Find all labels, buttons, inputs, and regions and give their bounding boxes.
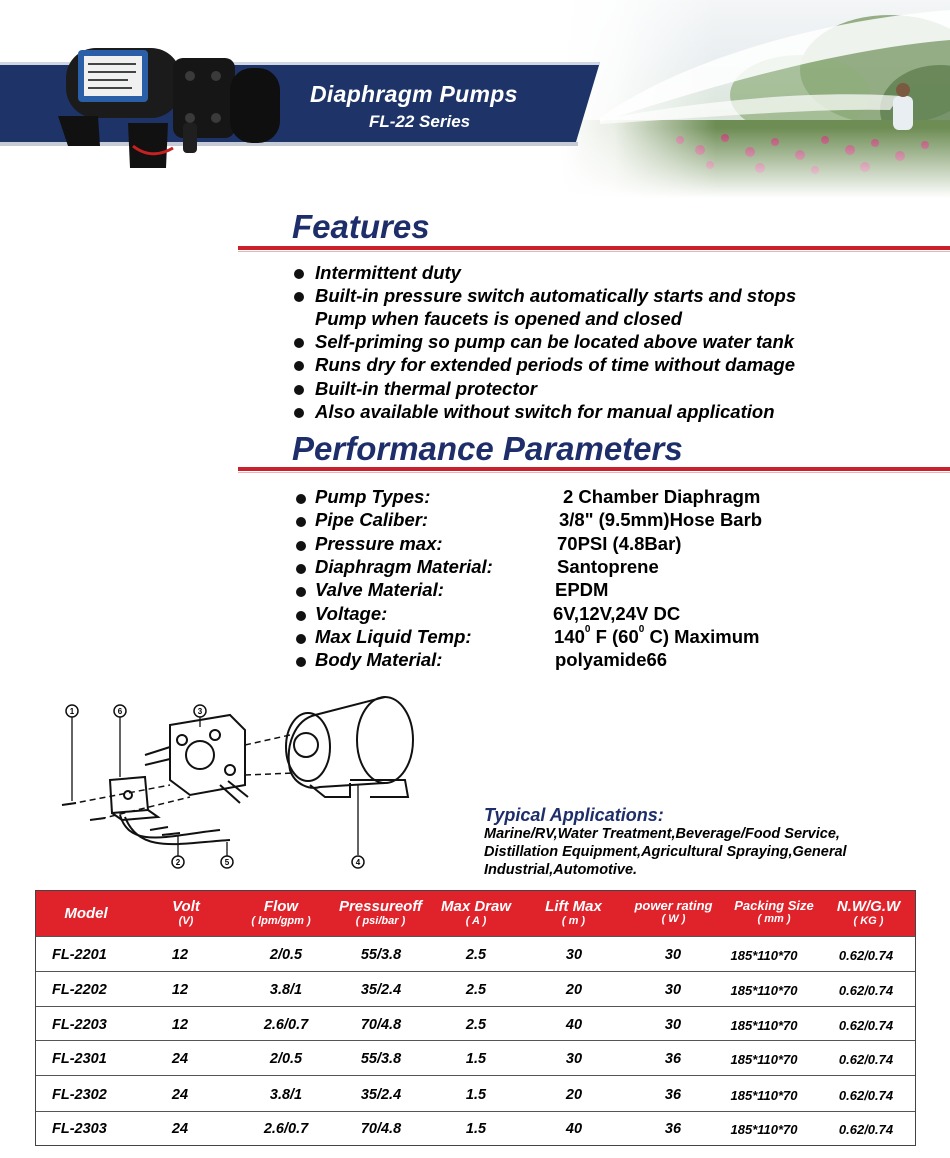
feature-item: Also available without switch for manual application [315, 401, 775, 422]
bullet-icon [296, 541, 306, 551]
cell-pressure: 55/3.8 [360, 947, 402, 963]
cell-weight: 0.62/0.74 [838, 983, 894, 998]
cell-packing: 185*110*70 [730, 948, 798, 963]
cell-weight: 0.62/0.74 [838, 1018, 894, 1033]
cell-lift: 20 [565, 1087, 583, 1103]
applications-line: Industrial,Automotive. [484, 862, 638, 878]
cell-power: 30 [664, 947, 682, 963]
temp-f-value: 140 [554, 626, 585, 647]
callout-label: 4 [355, 858, 361, 867]
performance-divider-thin [238, 472, 950, 473]
bullet-icon [296, 634, 306, 644]
param-label: Voltage: [315, 603, 388, 624]
callout-label: 3 [197, 707, 203, 716]
performance-heading: Performance Parameters [292, 430, 683, 467]
col-header-volt: Volt (V) [172, 898, 200, 927]
cell-packing: 185*110*70 [730, 1018, 798, 1033]
cell-weight: 0.62/0.74 [838, 1052, 894, 1067]
cell-packing: 185*110*70 [730, 1122, 798, 1137]
param-label: Valve Material: [315, 579, 444, 600]
cell-draw: 2.5 [465, 982, 487, 998]
col-header-weight: N.W/G.W ( KG ) [836, 898, 901, 927]
callout-label: 1 [69, 707, 75, 716]
cell-volt: 24 [171, 1087, 189, 1103]
table-header [36, 891, 915, 936]
param-value: polyamide66 [555, 649, 668, 670]
param-label: Max Liquid Temp: [315, 626, 472, 647]
callout-label: 5 [224, 858, 230, 867]
col-header-pressure: Pressureoff ( psi/bar ) [338, 898, 423, 927]
feature-item: Intermittent duty [315, 262, 461, 283]
col-header-max-draw: Max Draw ( A ) [440, 898, 512, 927]
feature-item-continued: Pump when faucets is opened and closed [315, 308, 682, 329]
cell-volt: 12 [171, 982, 189, 998]
cell-volt: 24 [171, 1121, 189, 1137]
param-label: Pump Types: [315, 486, 431, 507]
specs-table [35, 890, 916, 1146]
features-heading: Features [292, 208, 430, 245]
features-divider [238, 246, 950, 250]
cell-draw: 1.5 [465, 1121, 487, 1137]
param-value: Santoprene [557, 556, 659, 577]
degree-sup: 0 [638, 623, 645, 635]
applications-title: Typical Applications: [484, 805, 664, 825]
param-value: 3/8" (9.5mm)Hose Barb [559, 509, 763, 530]
cell-power: 30 [664, 982, 682, 998]
table-row [36, 936, 915, 971]
cell-model: FL-2201 [52, 947, 107, 963]
cell-lift: 30 [565, 947, 583, 963]
col-header-power: power rating ( W ) [634, 898, 713, 925]
applications-line: Marine/RV,Water Treatment,Beverage/Food Service, [484, 826, 840, 842]
cell-draw: 2.5 [465, 1017, 487, 1033]
degree-sup: 0 [584, 623, 591, 635]
param-value: 2 Chamber Diaphragm [563, 486, 761, 507]
param-label: Pipe Caliber: [315, 509, 429, 530]
cell-power: 36 [664, 1051, 682, 1067]
param-label: Pressure max: [315, 533, 443, 554]
performance-divider [238, 467, 950, 471]
features-divider-thin [238, 251, 950, 252]
param-value-temp [554, 623, 760, 648]
cell-model: FL-2301 [52, 1051, 107, 1067]
bullet-icon [296, 587, 306, 597]
cell-flow: 2/0.5 [269, 947, 303, 963]
cell-pressure: 35/2.4 [360, 982, 402, 998]
param-value: EPDM [555, 579, 609, 600]
cell-draw: 2.5 [465, 947, 487, 963]
table-row [36, 1075, 915, 1111]
param-label: Diaphragm Material: [315, 556, 493, 577]
cell-volt: 12 [171, 947, 189, 963]
feature-item: Built-in thermal protector [315, 378, 538, 399]
col-header-model: Model [64, 905, 108, 922]
callout-label: 6 [117, 707, 123, 716]
bullet-icon [296, 517, 306, 527]
cell-power: 36 [664, 1121, 682, 1137]
garden-spray-photo [560, 0, 950, 198]
cell-lift: 40 [565, 1017, 583, 1033]
pump-product-photo [38, 28, 288, 188]
callout-label: 2 [175, 858, 181, 867]
cell-lift: 20 [565, 982, 583, 998]
cell-packing: 185*110*70 [730, 1052, 798, 1067]
feature-item: Built-in pressure switch automatically starts and stops [315, 285, 797, 306]
bullet-icon [296, 494, 306, 504]
table-row [36, 971, 915, 1006]
cell-pressure: 70/4.8 [360, 1121, 402, 1137]
feature-item: Runs dry for extended periods of time without damage [315, 354, 796, 375]
cell-flow: 2.6/0.7 [263, 1121, 309, 1137]
cell-flow: 2/0.5 [269, 1051, 303, 1067]
cell-volt: 24 [171, 1051, 189, 1067]
param-label: Body Material: [315, 649, 443, 670]
cell-pressure: 35/2.4 [360, 1087, 402, 1103]
cell-model: FL-2203 [52, 1017, 107, 1033]
cell-flow: 2.6/0.7 [263, 1017, 309, 1033]
bullet-icon [294, 338, 304, 348]
cell-model: FL-2303 [52, 1121, 107, 1137]
cell-model: FL-2202 [52, 982, 107, 998]
temp-suffix: C) Maximum [649, 626, 760, 647]
feature-item: Self-priming so pump can be located above water tank [315, 331, 795, 352]
table-row [36, 1040, 915, 1075]
cell-packing: 185*110*70 [730, 983, 798, 998]
bullet-icon [296, 611, 306, 621]
applications-line: Distillation Equipment,Agricultural Spraying,General [484, 844, 847, 860]
cell-draw: 1.5 [465, 1051, 487, 1067]
col-header-flow: Flow ( lpm/gpm ) [251, 898, 311, 927]
cell-model: FL-2302 [52, 1087, 107, 1103]
temp-c-value: F (60 [595, 626, 639, 647]
col-header-lift-max: Lift Max ( m ) [545, 898, 602, 927]
bullet-icon [294, 385, 304, 395]
cell-power: 36 [664, 1087, 682, 1103]
bullet-icon [294, 292, 304, 302]
cell-packing: 185*110*70 [730, 1088, 798, 1103]
bullet-icon [294, 361, 304, 371]
bullet-icon [296, 657, 306, 667]
bullet-icon [296, 564, 306, 574]
bullet-icon [294, 408, 304, 418]
table-row [36, 1006, 915, 1040]
cell-power: 30 [664, 1017, 682, 1033]
cell-weight: 0.62/0.74 [838, 1122, 894, 1137]
table-row [36, 1111, 915, 1145]
cell-volt: 12 [171, 1017, 189, 1033]
cell-flow: 3.8/1 [269, 982, 303, 998]
bullet-icon [294, 269, 304, 279]
cell-lift: 40 [565, 1121, 583, 1137]
page-title: Diaphragm Pumps [310, 81, 518, 107]
col-header-packing: Packing Size ( mm ) [734, 898, 814, 925]
cell-weight: 0.62/0.74 [838, 1088, 894, 1103]
param-value: 6V,12V,24V DC [553, 603, 681, 624]
cell-draw: 1.5 [465, 1087, 487, 1103]
cell-pressure: 55/3.8 [360, 1051, 402, 1067]
cell-weight: 0.62/0.74 [838, 948, 894, 963]
cell-pressure: 70/4.8 [360, 1017, 402, 1033]
param-value: 70PSI (4.8Bar) [557, 533, 682, 554]
cell-lift: 30 [565, 1051, 583, 1067]
cell-flow: 3.8/1 [269, 1087, 303, 1103]
exploded-pump-diagram [50, 685, 430, 880]
page-subtitle: FL-22 Series [369, 112, 471, 131]
